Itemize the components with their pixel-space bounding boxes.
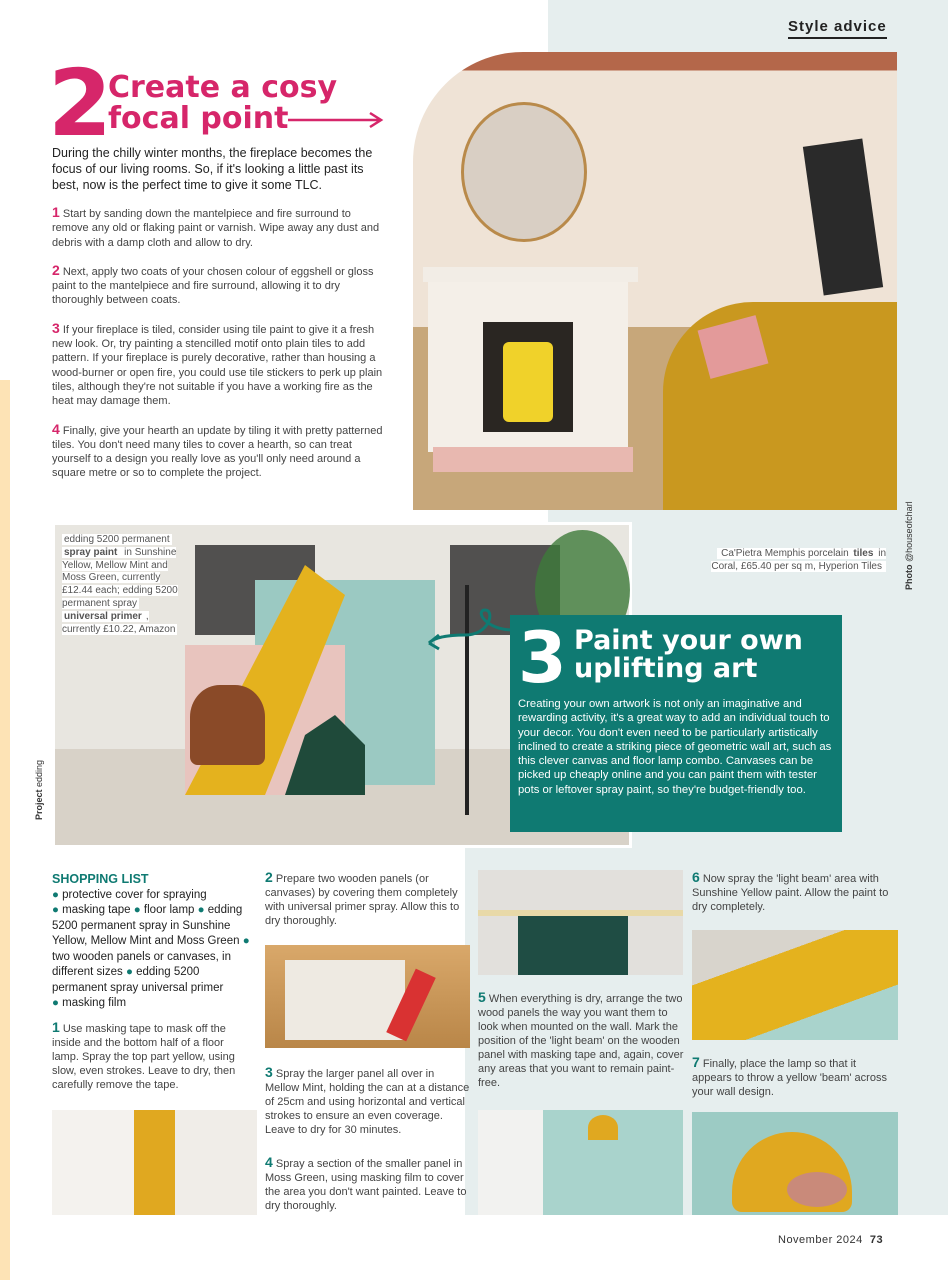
- section-3-title: Paint your own uplifting art: [574, 625, 803, 684]
- step: 5 When everything is dry, arrange the two wood panels the way you want them to look when mounted on the wall. Mark the position of the 'light beam' on the wooden panel with masking tape and, again, cover any areas that you want to remain paint-free.: [478, 989, 684, 1089]
- shopping-list: [52, 872, 252, 1012]
- section-3-number: 3: [518, 617, 567, 699]
- section-2-steps: [52, 205, 388, 494]
- product-caption: edding 5200 permanent spray paint in Sunshine Yellow, Mellow Mint and Moss Green, currently £12.44 each; edding 5200 permanent spray universal primer , currently £10.22, Amazon: [62, 534, 178, 635]
- section-3-body: Creating your own artwork is not only an imaginative and rewarding activity, it's a great way to add an individual touch to your decor. You don't even need to be particularly artistically inclined to create a striking piece of geometric wall art, such as this clever canvas and floor lamp combo. Canvases can be picked up cheaply online and you can paint them with tester pots or leftover spray paint, so they're budget-friendly too.: [518, 698, 832, 796]
- page-footer: [778, 1234, 883, 1246]
- section-2-title: Create a cosy focal point: [108, 70, 338, 136]
- step: 4 Spray a section of the smaller panel in Moss Green, using masking film to cover the area you don't want painted. Leave to dry thoroughly.: [265, 1154, 467, 1212]
- edge-strip: [0, 380, 10, 1280]
- section-2-number: 2: [48, 50, 113, 157]
- section-3-box: [510, 615, 842, 832]
- step-1-photo: [52, 1110, 257, 1215]
- step: 2 Next, apply two coats of your chosen colour of eggshell or gloss paint to the mantelpiece and fire surround, allowing it to dry thoroughly between coats.: [52, 261, 374, 307]
- fireplace-photo: [413, 52, 897, 510]
- page-number: 73: [869, 1234, 884, 1246]
- issue-date: November 2024: [778, 1234, 863, 1246]
- curly-arrow-icon: [425, 605, 515, 655]
- step: 4 Finally, give your hearth an update by tiling it with pretty patterned tiles. You don't need many tiles to cover a hearth, so can treat yourself to a design you really love as you'll only need around a square metre or so to complete the project.: [52, 420, 383, 480]
- step: 3 Spray the larger panel all over in Mellow Mint, holding the can at a distance of 25cm and using horizontal and vertical strokes to ensure an even coverage. Leave to dry for 30 minutes.: [265, 1064, 470, 1136]
- step: 1 Use masking tape to mask off the inside and the bottom half of a floor lamp. Spray the top part yellow, using slow, even strokes. Leave to dry, then carefully remove the tape.: [52, 1019, 236, 1091]
- tiles-caption: Ca'Pietra Memphis porcelain tiles in Coral, £65.40 per sq m, Hyperion Tiles: [711, 548, 886, 572]
- step-5-photo: [478, 1110, 683, 1215]
- section-tag: Style advice: [788, 18, 887, 39]
- step: 7 Finally, place the lamp so that it appears to throw a yellow 'beam' across your wall design.: [692, 1054, 887, 1098]
- step: 2 Prepare two wooden panels (or canvases) by covering them completely with universal primer spray. Allow this to dry thoroughly.: [265, 869, 460, 927]
- step-7-photo: [692, 1112, 898, 1215]
- shopping-list-items: ● protective cover for spraying ● masking tape ● floor lamp ● edding 5200 permanent spray in Sunshine Yellow, Mellow Mint and Moss Green ● two wooden panels or canvases, in different sizes ● edding 5200 permanent spray universal primer ● masking film: [52, 888, 250, 1009]
- step: 1 Start by sanding down the mantelpiece and fire surround to remove any old or flaking paint or varnish. Wipe away any dust and debris with a damp cloth and allow to dry.: [52, 204, 380, 249]
- photo-credit: Photo @houseofcharl: [904, 501, 914, 590]
- project-credit: Project edding: [34, 759, 44, 820]
- step-6-photo: [692, 930, 898, 1040]
- arrow-right-icon: [288, 110, 384, 130]
- step-4-photo: [478, 870, 683, 975]
- step: 3 If your fireplace is tiled, consider using tile paint to give it a fresh new look. Or, try painting a stencilled motif onto plain tiles to add pattern. If your fireplace is purely decorative, rather than housing a wood-burner or open fire, you could use tile stickers to perk up plain tiles, although they're not suitable if you have a working fire as the heat may damage them.: [52, 319, 383, 408]
- step-2-photo: [265, 945, 470, 1048]
- section-2-intro: During the chilly winter months, the fireplace becomes the focus of our living rooms. So, if it's looking a little past its best, now is the perfect time to give it some TLC.: [52, 146, 373, 192]
- shopping-list-title: SHOPPING LIST: [52, 872, 149, 886]
- step: 6 Now spray the 'light beam' area with Sunshine Yellow paint. Allow the paint to dry completely.: [692, 869, 889, 913]
